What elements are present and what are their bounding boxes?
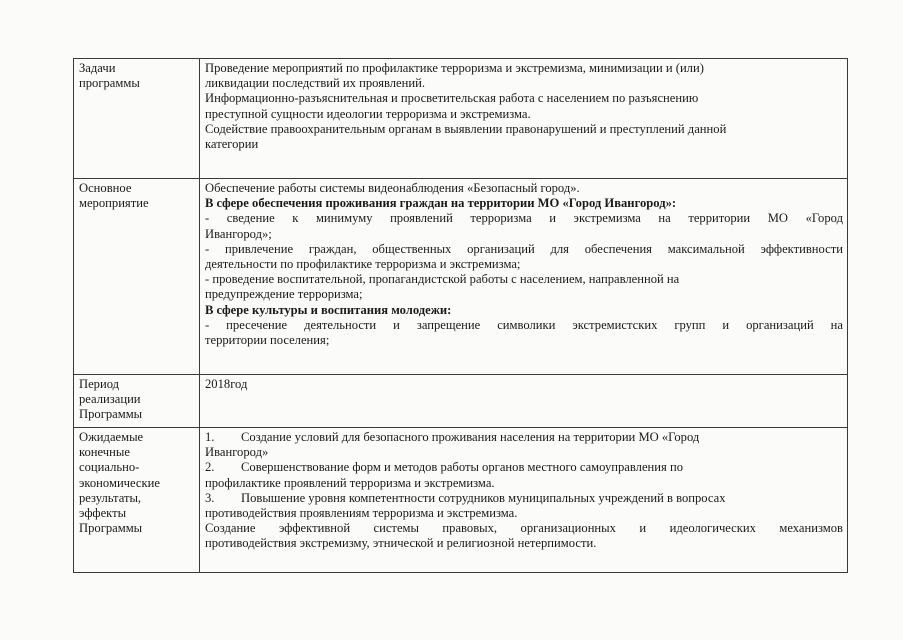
- row-label-period: [74, 375, 200, 428]
- row-content-period: [200, 375, 848, 428]
- text-line: Создание эффективной системы правовых, организационных и идеологических механизмов: [205, 521, 843, 536]
- text-line: деятельности по профилактике терроризма и экстремизма;: [205, 257, 521, 272]
- text-line: территории поселения;: [205, 333, 330, 348]
- label-line: социально-: [79, 460, 140, 475]
- label-line: Период: [79, 377, 120, 391]
- numbered-item: [205, 460, 843, 475]
- table-row-main-activity: [74, 179, 848, 375]
- text-line: - проведение воспитательной, пропагандистской работы с населением, направленной на: [205, 272, 680, 287]
- section-heading: В сфере обеспечения проживания граждан на территории МО «Город Ивангород»:: [205, 196, 677, 211]
- item-text: Повышение уровня компетентности сотрудников муниципальных учреждений в вопросах: [241, 490, 726, 505]
- text-line: - пресечение деятельности и запрещение символики экстремистских групп и организаций на: [205, 317, 843, 332]
- label-line: реализации: [79, 392, 141, 407]
- label-line: мероприятие: [79, 196, 149, 211]
- text-line: категории: [205, 137, 259, 152]
- label-line: Программы: [79, 407, 143, 422]
- text-line: - сведение к минимуму проявлений терроризма и экстремизма на территории МО «Город: [205, 211, 843, 226]
- item-text-continued: профилактике проявлений терроризма и экстремизма.: [205, 475, 495, 490]
- numbered-item: [205, 430, 843, 445]
- numbered-item: [205, 491, 843, 506]
- text-line: Ивангород»;: [205, 226, 272, 241]
- text-line: Содействие правоохранительным органам в выявлении правонарушений и преступлений данной: [205, 121, 727, 136]
- text-line: Проведение мероприятий по профилактике терроризма и экстремизма, минимизации и (или): [205, 61, 704, 75]
- label-line: программы: [79, 76, 140, 91]
- table-row-period: [74, 375, 848, 428]
- label-line: конечные: [79, 445, 130, 460]
- item-text: Совершенствование форм и методов работы органов местного самоуправления по: [241, 460, 683, 475]
- text-line: ликвидации последствий их проявлений.: [205, 76, 426, 91]
- label-line: эффекты: [79, 506, 127, 521]
- table-row-expected-results: [74, 428, 848, 573]
- item-text: Создание условий для безопасного проживания населения на территории МО «Город: [241, 430, 700, 444]
- text-line: предупреждение терроризма;: [205, 287, 363, 302]
- item-text-continued: Ивангород»: [205, 445, 269, 460]
- program-passport-table: [73, 58, 848, 573]
- table-row-tasks: [74, 59, 848, 179]
- text-line: преступной сущности идеологии терроризма и экстремизма.: [205, 106, 531, 121]
- label-line: Задачи: [79, 61, 116, 75]
- text-line: Информационно-разъяснительная и просветительская работа с населением по разъяснению: [205, 91, 699, 106]
- label-line: результаты,: [79, 490, 142, 505]
- item-text-continued: противодействия проявлениям терроризма и экстремизма.: [205, 506, 518, 521]
- row-label-main-activity: [74, 179, 200, 375]
- section-heading: В сфере культуры и воспитания молодежи:: [205, 302, 452, 317]
- text-line: 2018год: [205, 377, 248, 391]
- item-number: 1.: [205, 430, 215, 444]
- item-number: 3.: [205, 490, 215, 505]
- item-number: 2.: [205, 460, 215, 475]
- row-content-expected-results: [200, 428, 848, 573]
- text-line: Обеспечение работы системы видеонаблюдения «Безопасный город».: [205, 181, 580, 195]
- text-line: противодействия экстремизму, этнической и религиозной нетерпимости.: [205, 536, 597, 551]
- label-line: Ожидаемые: [79, 430, 144, 444]
- label-line: экономические: [79, 475, 160, 490]
- text-line: - привлечение граждан, общественных организаций для обеспечения максимальной эффективности: [205, 241, 843, 256]
- row-content-main-activity: [200, 179, 848, 375]
- label-line: Программы: [79, 521, 143, 536]
- row-label-tasks: [74, 59, 200, 179]
- row-content-tasks: [200, 59, 848, 179]
- label-line: Основное: [79, 181, 132, 195]
- row-label-expected-results: [74, 428, 200, 573]
